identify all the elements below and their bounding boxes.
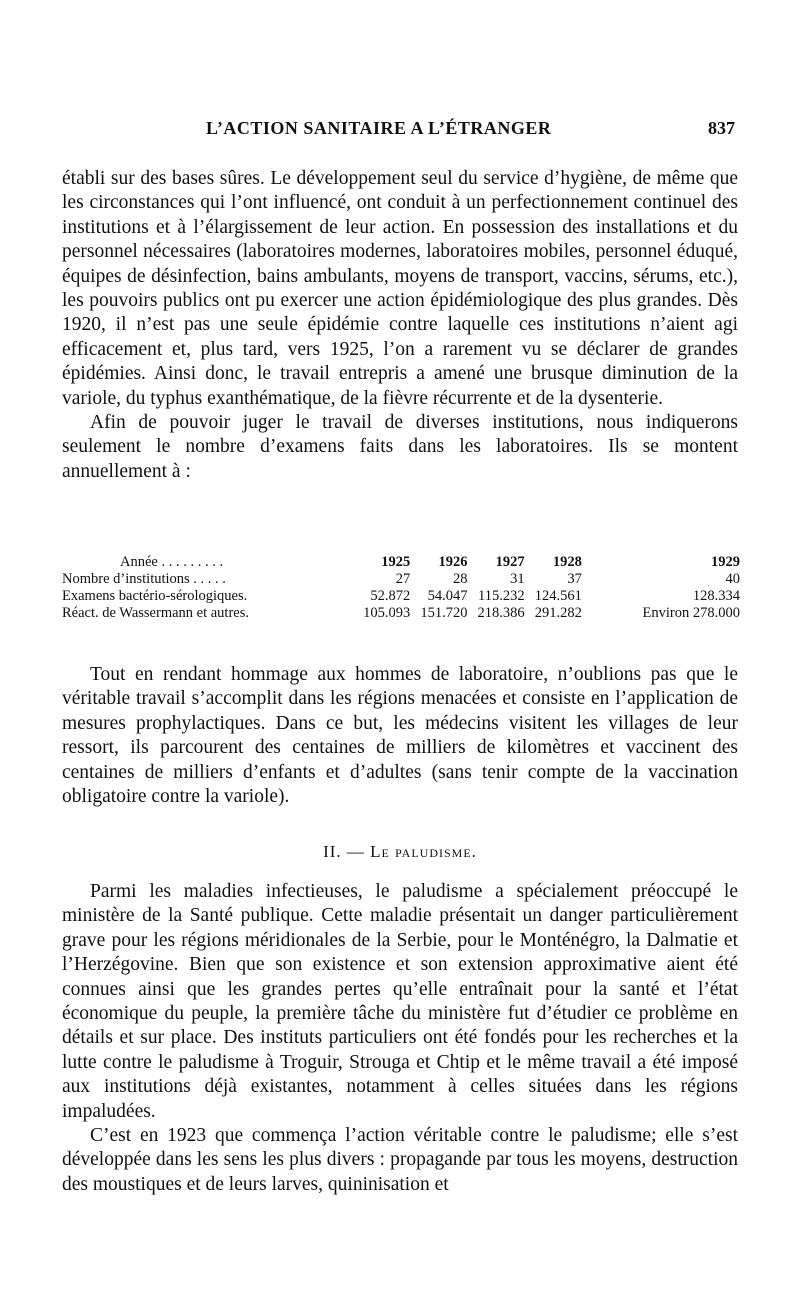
table-cell: 28 [452,571,468,587]
row-label: Réact. de Wassermann et autres. [62,605,249,621]
section-heading [0,842,800,862]
page-number: 837 [708,118,735,138]
table-cell: Environ 278.000 [642,605,740,621]
laboratory-statistics-table [62,554,740,622]
table-cell: 37 [567,571,582,587]
year-1927: 1927 [495,554,525,570]
table-cell: 52.872 [370,588,411,604]
table-row [62,571,740,588]
table-header-row [62,554,740,571]
row-label: Nombre d’institutions . . . . . [62,571,226,587]
table-cell: 151.720 [420,605,468,621]
body-text-top [62,167,738,484]
table-cell: 27 [395,571,411,587]
paragraph-malaria: Parmi les maladies infectieuses, le paludisme a spécialement préoccupé le ministère de la Santé publique. Cette maladie présentait un danger particulièrement grave pour les régions méridionales de la Serbie, pour le Monténégro, la Dalmatie et l’Herzégovine. Bien que son existence et son extension approximative aient été connues ainsi que les grandes pertes qu’elle entraînait pour la santé et l’état économique du peuple, la première tâche du ministère fut d’étudier ce problème en détails et sur place. Des instituts particuliers ont été fondés pour les recherches et la lutte contre le paludisme à Troguir, Strouga et Chtip et le même travail a été imposé aux institutions déjà existantes, notamment à celles situées dans les régions impaludées. [62,881,738,1122]
paragraph-epidemiology: établi sur des bases sûres. Le développement seul du service d’hygiène, de même que les circonstances qui l’ont influencé, ont conduit à un perfectionnement continuel des institutions et à l’élargissement de leur action. En possession des installations et du personnel nécessaires (laboratoires modernes, laboratoires mobiles, personnel éduqué, équipes de désinfection, bains ambulants, moyens de transport, vaccins, sérums, etc.), les pouvoirs publics ont pu exercer une action épidémiologique des plus grandes. Dès 1920, il n’est pas une seule épidémie contre laquelle ces institutions n’aient agi efficacement et, plus tard, vers 1925, l’on a rarement vu se déclarer de grandes épidémies. Ainsi donc, le travail entrepris a amené une brusque diminution de la variole, du typhus exanthématique, de la fièvre récurrente et de la dysenterie. [62,168,738,409]
table-cell: 218.386 [477,605,525,621]
year-1929: 1929 [711,554,740,570]
body-text-middle [62,663,738,809]
table-header-label: Année . . . . . . . . . [120,554,224,570]
row-label: Examens bactério-sérologiques. [62,588,248,604]
paragraph-laboratory-intro: Afin de pouvoir juger le travail de diverses institutions, nous indiquerons seulement le nombre d’examens faits dans les laboratoires. Ils se montent annuellement à : [62,412,738,482]
table-cell: 128.334 [692,588,740,604]
section-number: II. [323,842,342,861]
section-dash: — [346,842,365,861]
table-row [62,588,740,605]
section-title: Le paludisme. [370,842,477,861]
year-1926: 1926 [438,554,468,570]
paragraph-malaria-action: C’est en 1923 que commença l’action véritable contre le paludisme; elle s’est développée dans les sens les plus divers : propagande par tous les moyens, destruction des moustiques et de leurs larves, quininisation et [62,1125,738,1195]
table-cell: 40 [725,571,740,587]
table-cell: 124.561 [534,588,582,604]
table-cell: 291.282 [534,605,582,621]
table-cell: 105.093 [363,605,411,621]
table-cell: 54.047 [427,588,468,604]
paragraph-prophylaxis: Tout en rendant hommage aux hommes de laboratoire, n’oublions pas que le véritable travail s’accomplit dans les régions menacées et consiste en l’application de mesures prophylactiques. Dans ce but, les médecins visitent les villages de leur ressort, ils parcourent des centaines de milliers de kilomètres et vaccinent des centaines de milliers d’enfants et d’adultes (sans tenir compte de la vaccination obligatoire contre la variole). [62,664,738,808]
body-text-bottom [62,880,738,1197]
table-cell: 31 [510,571,525,587]
year-1928: 1928 [552,554,582,570]
year-1925: 1925 [381,554,411,570]
running-title: L’ACTION SANITAIRE A L’ÉTRANGER [206,118,552,138]
table-row [62,605,740,622]
table-cell: 115.232 [478,588,525,604]
